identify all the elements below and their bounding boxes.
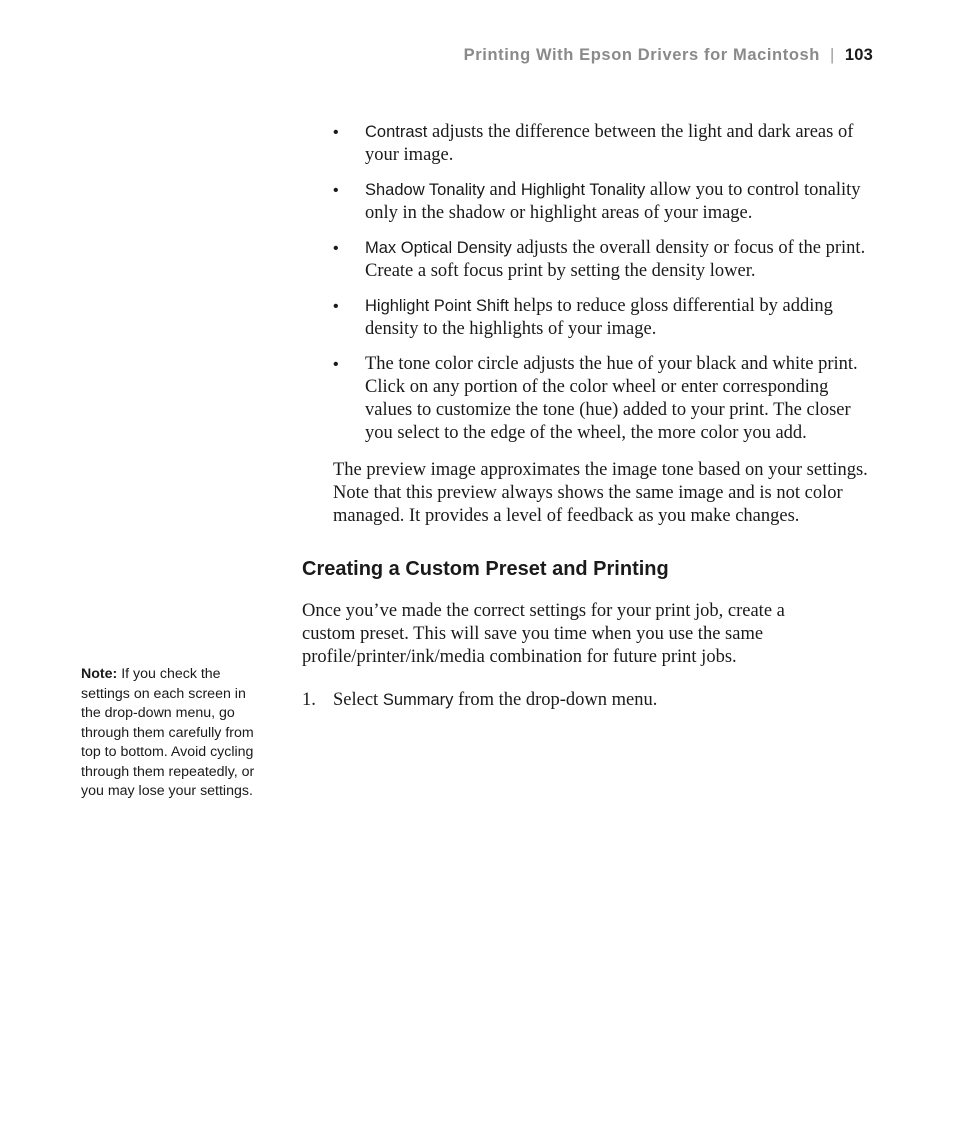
bullet-text: helps to reduce gloss differential by adding density to the highlights of your image. (365, 296, 833, 339)
section-intro-paragraph: Once you’ve made the correct settings for your print job, create a custom preset. This will save you time when you use the same profile/printer/ink/media combination for future print jobs. (302, 601, 785, 667)
section-heading: Creating a Custom Preset and Printing (302, 558, 669, 580)
step-text-after: from the drop-down menu. (453, 690, 658, 710)
term-shadow-tonality: Shadow Tonality (365, 181, 485, 199)
settings-bullet-list (333, 121, 873, 457)
bullet-marker: • (333, 298, 339, 315)
term-summary: Summary (382, 691, 454, 709)
term-max-optical-density: Max Optical Density (365, 239, 512, 257)
term-contrast: Contrast (365, 123, 428, 141)
note-label: Note: (81, 666, 118, 682)
margin-note (81, 665, 266, 802)
running-title: Printing With Epson Drivers for Macintosh (463, 46, 820, 64)
bullet-contrast (333, 121, 873, 167)
bullet-highlight-point-shift (333, 295, 873, 341)
bullet-connector: and (484, 180, 521, 200)
bullet-text: adjusts the difference between the light and dark areas of your image. (365, 122, 854, 165)
bullet-marker: • (333, 356, 339, 373)
bullet-text: allow you to control tonality only in the shadow or highlight areas of your image. (365, 180, 861, 223)
term-highlight-point-shift: Highlight Point Shift (365, 297, 509, 315)
step-text-before: Select (333, 690, 383, 710)
bullet-tonality (333, 179, 873, 225)
bullet-text: adjusts the overall density or focus of the print. Create a soft focus print by setting the density lower. (365, 238, 866, 281)
bullet-marker: • (333, 240, 339, 257)
step-item (302, 689, 862, 712)
bullet-marker: • (333, 182, 339, 199)
term-highlight-tonality: Highlight Tonality (520, 181, 646, 199)
preview-paragraph: The preview image approximates the image tone based on your settings. Note that this preview always shows the same image and is not color managed. It provides a level of feedback as you make changes. (333, 460, 868, 526)
bullet-marker: • (333, 124, 339, 141)
steps-list (302, 689, 862, 712)
bullet-tone-color-circle (333, 353, 873, 445)
page-number: 103 (844, 46, 873, 64)
bullet-max-optical-density (333, 237, 873, 283)
step-number: 1. (302, 690, 316, 710)
note-text: If you check the settings on each screen in the drop-down menu, go through them carefully from top to bottom. Avoid cycling through them repeatedly, or you may lose your settings. (81, 666, 255, 799)
bullet-text: The tone color circle adjusts the hue of your black and white print. Click on any portion of the color wheel or enter corresponding values to customize the tone (hue) added to your print. The closer you select to the edge of the wheel, the more color you add. (365, 354, 858, 443)
header-separator: | (829, 46, 835, 64)
running-header (464, 46, 873, 65)
